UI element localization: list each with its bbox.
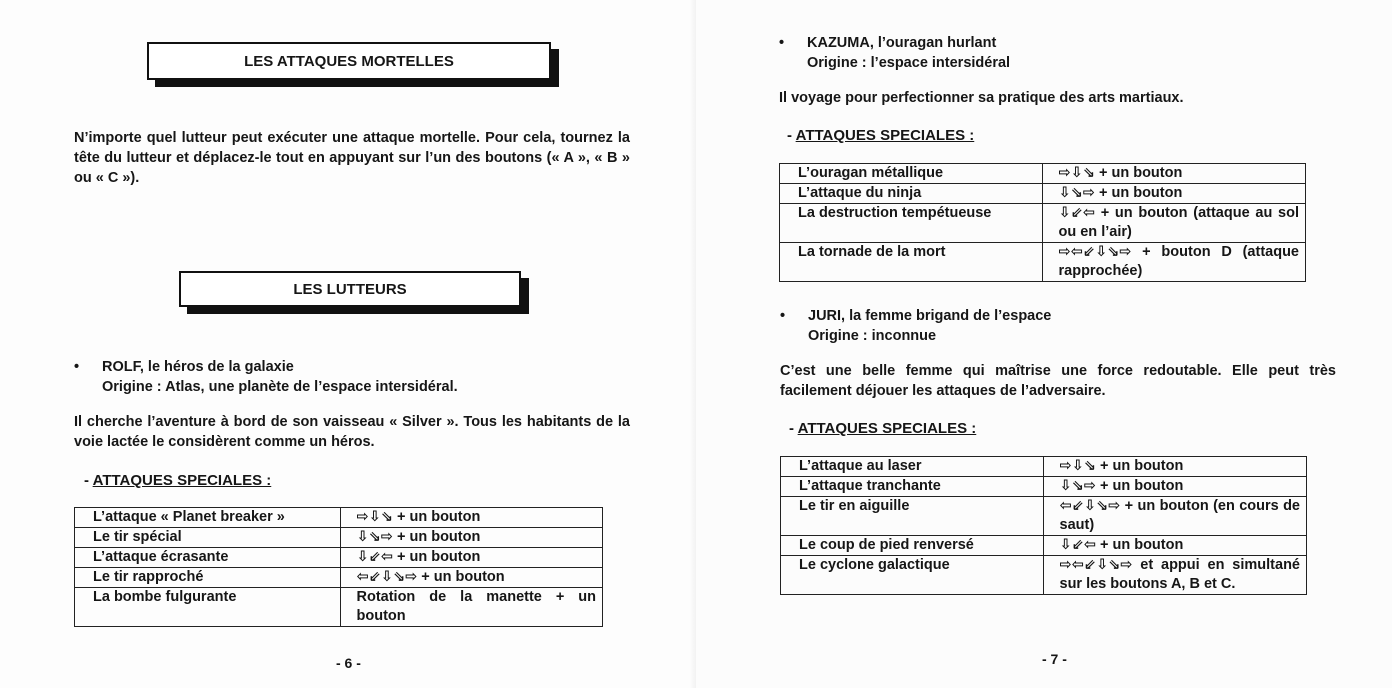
attack-name: Le tir spécial [75,528,341,548]
juri-attacks-table [780,456,1307,595]
heading-text: ATTAQUES SPECIALES : [797,420,977,437]
attack-name: Le tir rapproché [75,568,341,588]
fighter-name: KAZUMA, l’ouragan hurlant [807,35,997,51]
attack-input: ⇩⇙⇦ + un bouton [1043,536,1307,556]
table-row [781,497,1307,536]
table-row [781,536,1307,556]
fighter-juri [780,306,1340,346]
title-les-lutteurs: LES LUTTEURS [179,271,521,307]
attack-input: ⇨⇩⇘ + un bouton [1043,457,1307,477]
attack-input: ⇨⇦⇙⇩⇘⇨ et appui en simultané sur les boutons A, B et C. [1043,556,1307,595]
fighter-name: ROLF, le héros de la galaxie [102,359,294,375]
bullet-dot: • [780,308,786,324]
fighter-kazuma [779,33,1339,73]
attack-input: ⇨⇩⇘ + un bouton [1042,164,1306,184]
heading-text: ATTAQUES SPECIALES : [92,472,272,489]
title-attaques-mortelles: LES ATTAQUES MORTELLES [147,42,551,80]
table-row [781,477,1307,497]
attack-name: L’attaque « Planet breaker » [75,508,341,528]
attack-input: ⇨⇩⇘ + un bouton [340,508,603,528]
table-row [75,568,603,588]
attacks-heading [789,420,976,437]
table-row [75,528,603,548]
attack-name: L’ouragan métallique [780,164,1043,184]
attack-name: L’attaque du ninja [780,184,1043,204]
attack-name: L’attaque tranchante [781,477,1044,497]
heading-dash: - [84,472,89,489]
fighter-description: Il cherche l’aventure à bord de son vaisseau « Silver ». Tous les habitants de la voie lactée le considèrent comme un héros. [74,414,630,450]
attacks-heading [84,472,271,489]
table-row [75,508,603,528]
attack-input: ⇩⇘⇨ + un bouton [1043,477,1307,497]
fighter-name: JURI, la femme brigand de l’espace [808,308,1052,324]
kazuma-attacks-table [779,163,1306,282]
attack-input: ⇦⇙⇩⇘⇨ + un bouton [340,568,603,588]
table-row [780,204,1306,243]
table-row [781,457,1307,477]
table-row [780,164,1306,184]
attack-name: L’attaque au laser [781,457,1044,477]
table-row [780,184,1306,204]
attack-name: La destruction tempétueuse [780,204,1043,243]
table-row [75,548,603,568]
attack-input: ⇩⇙⇦ + un bouton [340,548,603,568]
table-row [781,556,1307,595]
heading-text: ATTAQUES SPECIALES : [795,127,975,144]
attack-name: Le cyclone galactique [781,556,1044,595]
right-page [696,0,1392,688]
fighter-origin: Origine : Atlas, une planète de l’espace intersidéral. [102,379,458,395]
attack-input: ⇦⇙⇩⇘⇨ + un bouton (en cours de saut) [1043,497,1307,536]
table-row [75,588,603,627]
fighter-description: Il voyage pour perfectionner sa pratique des arts martiaux. [779,90,1184,106]
attack-name: Le coup de pied renversé [781,536,1044,556]
attack-input: ⇩⇘⇨ + un bouton [1042,184,1306,204]
heading-dash: - [787,127,792,144]
fighter-rolf [74,357,634,397]
fighter-origin: Origine : l’espace intersidéral [807,55,1011,71]
bullet-dot: • [74,359,80,375]
heading-dash: - [789,420,794,437]
page-number: - 6 - [336,655,361,671]
table-row [780,243,1306,282]
attack-name: La tornade de la mort [780,243,1043,282]
attack-input: ⇩⇙⇦ + un bouton (attaque au sol ou en l’air) [1042,204,1306,243]
attack-input: ⇩⇘⇨ + un bouton [340,528,603,548]
intro-paragraph: N’importe quel lutteur peut exécuter une attaque mortelle. Pour cela, tournez la tête du lutteur et déplacez-le tout en appuyant sur l’un des boutons (« A », « B » ou « C »). [74,130,630,186]
bullet-dot: • [779,35,785,51]
rolf-attacks-table [74,507,603,627]
attack-name: Le tir en aiguille [781,497,1044,536]
page-number: - 7 - [1042,651,1067,667]
attack-input: ⇨⇦⇙⇩⇘⇨ + bouton D (attaque rapprochée) [1042,243,1306,282]
fighter-description: C’est une belle femme qui maîtrise une force redoutable. Elle peut très facilement déjouer les attaques de l’adversaire. [780,363,1336,399]
fighter-origin: Origine : inconnue [808,328,937,344]
attack-name: L’attaque écrasante [75,548,341,568]
attack-name: La bombe fulgurante [75,588,341,627]
attacks-heading [787,127,974,144]
attack-input: Rotation de la manette + un bouton [340,588,603,627]
